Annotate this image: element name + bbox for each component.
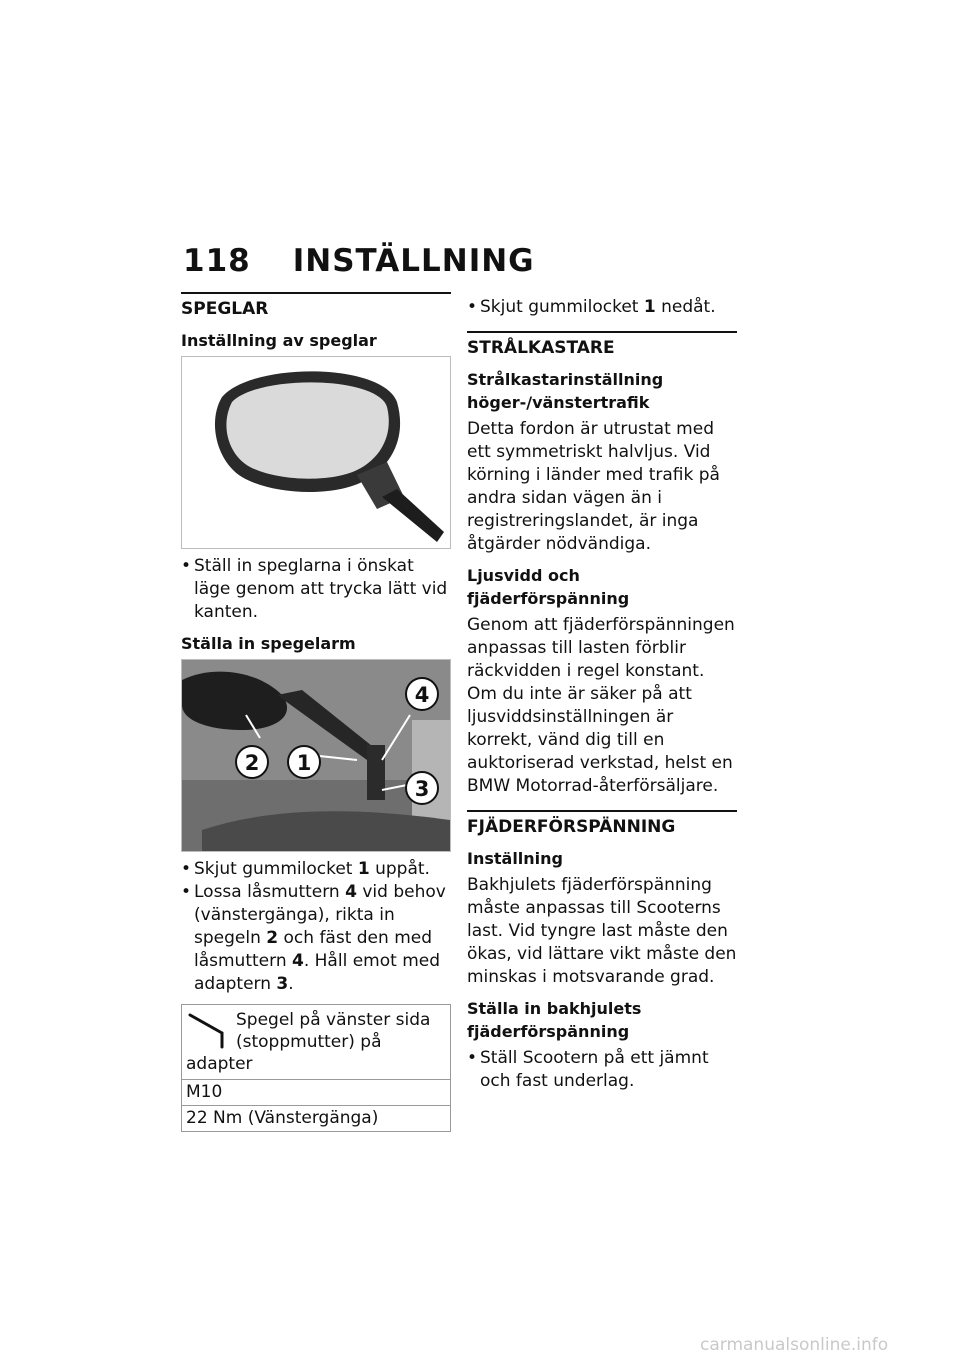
- section-rule: [467, 331, 737, 333]
- bullet-loosen-locknut: • Lossa låsmuttern 4 vid behov (vänstergänga), rikta in spegeln 2 och fäst den med låsmuttern 4. Håll emot med adaptern 3.: [181, 881, 451, 996]
- callout-4: [406, 678, 438, 710]
- subheading-installning: Inställning: [467, 849, 563, 868]
- paragraph-beam-range: Genom att fjäderförspänningen anpassas till lasten förblir räckvidden i regel konstant.: [467, 615, 735, 681]
- subheading-installning-speglar: Inställning av speglar: [181, 331, 377, 350]
- subheading-beam-range: Ljusvidd och fjäderförspänning: [467, 566, 630, 608]
- section-rule: [467, 810, 737, 812]
- svg-text:4: 4: [414, 683, 430, 707]
- right-column: [467, 292, 737, 1093]
- mirror-arm-illustration: [182, 660, 450, 851]
- bullet-push-cap-up: • Skjut gummilocket 1 uppåt.: [181, 858, 451, 881]
- torque-spec-thread: M10: [182, 1079, 450, 1105]
- paragraph-workshop-notice: Om du inte är säker på att ljusviddsinställningen är korrekt, vänd dig till en auktoriserad verkstad, helst en BMW Motorrad-återförsäljare.: [467, 684, 733, 796]
- footer-watermark: carmanualsonline.info: [700, 1335, 889, 1355]
- bullet-push-cap-down: • Skjut gummilocket 1 nedåt.: [467, 296, 737, 319]
- subheading-spegelarm: Ställa in spegelarm: [181, 634, 356, 653]
- paragraph-symmetric-beam: Detta fordon är utrustat med ett symmetriskt halvljus. Vid körning i länder med trafik på andra sidan vägen än i registreringslandet, är inga åtgärder nödvändiga.: [467, 419, 720, 554]
- svg-text:2: 2: [244, 751, 260, 775]
- bullet-adjust-mirror: • Ställ in speglarna i önskat läge genom att trycka lätt vid kanten.: [181, 555, 451, 624]
- svg-text:3: 3: [414, 777, 430, 801]
- mirror-figure: [181, 356, 451, 549]
- callout-2: [236, 746, 268, 778]
- svg-text:1: 1: [296, 751, 312, 775]
- torque-spec-header: [182, 1005, 450, 1079]
- section-title-fjaderforspanning: FJÄDERFÖRSPÄNNING: [467, 817, 676, 837]
- subheading-rear-preload: Ställa in bakhjulets fjäderförspänning: [467, 999, 642, 1041]
- callout-3: [406, 772, 438, 804]
- mirror-arm-figure: [181, 659, 451, 852]
- section-rule: [181, 292, 451, 294]
- torque-spec-label: Spegel på vänster sida (stoppmutter) på adapter: [186, 1010, 431, 1074]
- subheading-traffic-side: Strålkastarinställning höger-/vänstertrafik: [467, 370, 664, 412]
- section-title-stralkastare: STRÅLKASTARE: [467, 338, 615, 358]
- section-title-speglar: SPEGLAR: [181, 299, 269, 319]
- left-column: [181, 292, 451, 1132]
- torque-spec-value: 22 Nm (Vänstergänga): [182, 1105, 450, 1131]
- page-number: 118: [183, 243, 251, 279]
- wrench-icon: [186, 1009, 236, 1049]
- bullet-level-ground: • Ställ Scootern på ett jämnt och fast underlag.: [467, 1047, 737, 1093]
- torque-spec-table: [181, 1004, 451, 1132]
- paragraph-preload-load: Bakhjulets fjäderförspänning måste anpassas till Scooterns last. Vid tyngre last måste den ökas, vid lättare vikt måste den minskas i motsvarande grad.: [467, 875, 737, 987]
- chapter-title: INSTÄLLNING: [292, 243, 535, 279]
- mirror-illustration: [182, 357, 450, 548]
- callout-1: [288, 746, 320, 778]
- page-header: [183, 243, 535, 279]
